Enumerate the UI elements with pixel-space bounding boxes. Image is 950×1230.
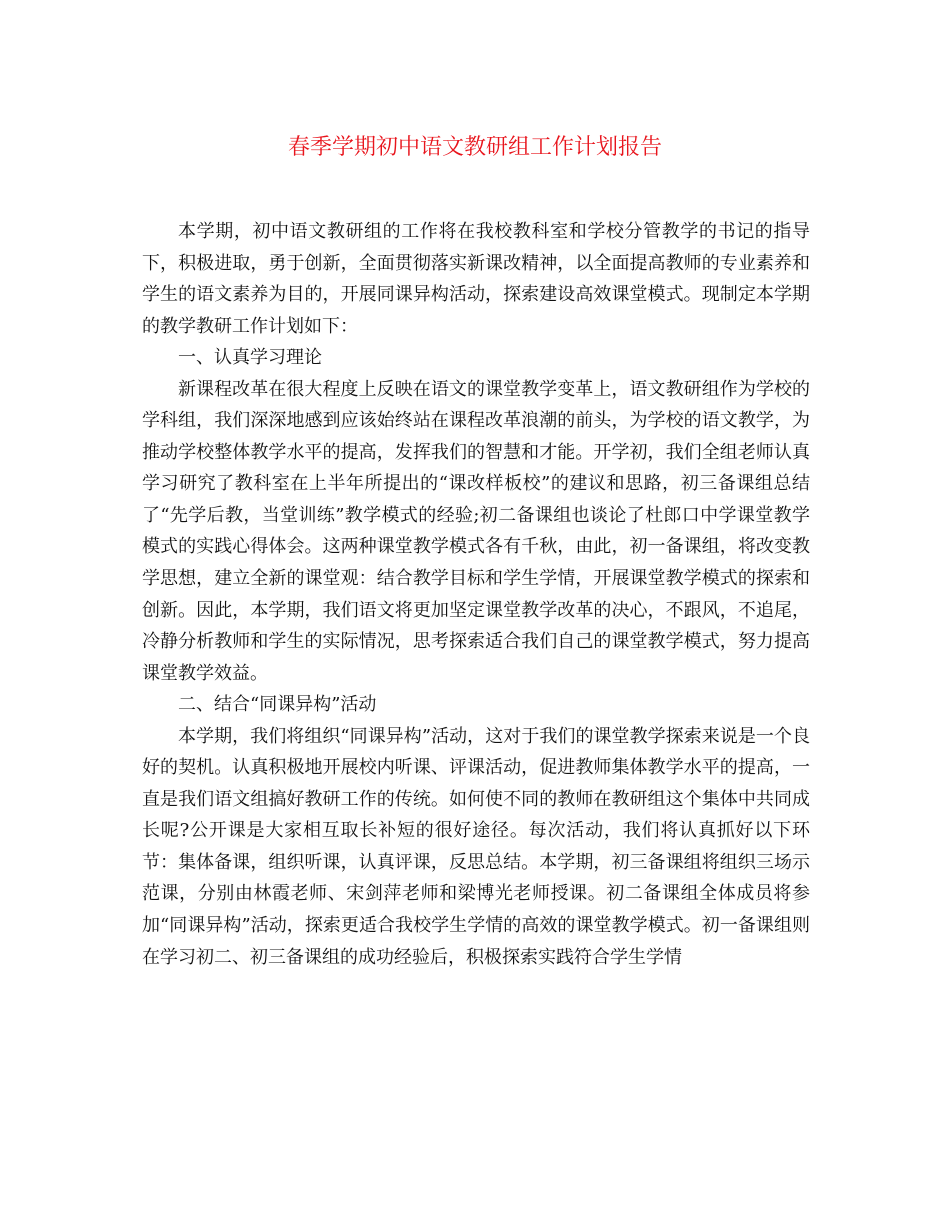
document-title: 春季学期初中语文教研组工作计划报告 <box>287 135 662 160</box>
paragraph-intro: 本学期，初中语文教研组的工作将在我校教科室和学校分管教学的书记的指导下，积极进取，勇于创新，全面贯彻落实新课改精神，以全面提高教师的专业素养和学生的语文素养为目的，开展同课异构活动，探索建设高效课堂模式。现制定本学期的教学教研工作计划如下： <box>142 221 810 337</box>
document-body <box>142 216 810 973</box>
paragraph-section-2: 本学期，我们将组织“同课异构”活动，这对于我们的课堂教学探索来说是一个良好的契机。认真积极地开展校内听课、评课活动，促进教师集体教学水平的提高，一直是我们语文组搞好教研工作的传统。如何使不同的教师在教研组这个集体中共同成长呢?公开课是大家相互取长补短的很好途径。每次活动，我们将认真抓好以下环节：集体备课，组织听课，认真评课，反思总结。本学期，初三备课组将组织三场示范课，分别由林霞老师、宋剑萍老师和梁博光老师授课。初二备课组全体成员将参加“同课异构”活动，探索更适合我校学生学情的高效的课堂教学模式。初一备课组则在学习初二、初三备课组的成功经验后，积极探索实践符合学生学情 <box>142 725 810 968</box>
paragraph-section-1: 新课程改革在很大程度上反映在语文的课堂教学变革上，语文教研组作为学校的学科组，我们深深地感到应该始终站在课程改革浪潮的前头，为学校的语文教学，为推动学校整体教学水平的提高，发挥我们的智慧和才能。开学初，我们全组老师认真学习研究了教科室在上半年所提出的“课改样板校”的建议和思路，初三备课组总结了“先学后教，当堂训练”教学模式的经验;初二备课组也谈论了杜郎口中学课堂教学模式的实践心得体会。这两种课堂教学模式各有千秋，由此，初一备课组，将改变教学思想，建立全新的课堂观：结合教学目标和学生学情，开展课堂教学模式的探索和创新。因此，本学期，我们语文将更加坚定课堂教学改革的决心，不跟风，不追尾，冷静分析教师和学生的实际情况，思考探索适合我们自己的课堂教学模式，努力提高课堂教学效益。 <box>142 378 810 684</box>
section-heading-2: 二、结合“同课异构”活动 <box>178 694 377 716</box>
section-heading-1: 一、认真学习理论 <box>178 347 322 369</box>
